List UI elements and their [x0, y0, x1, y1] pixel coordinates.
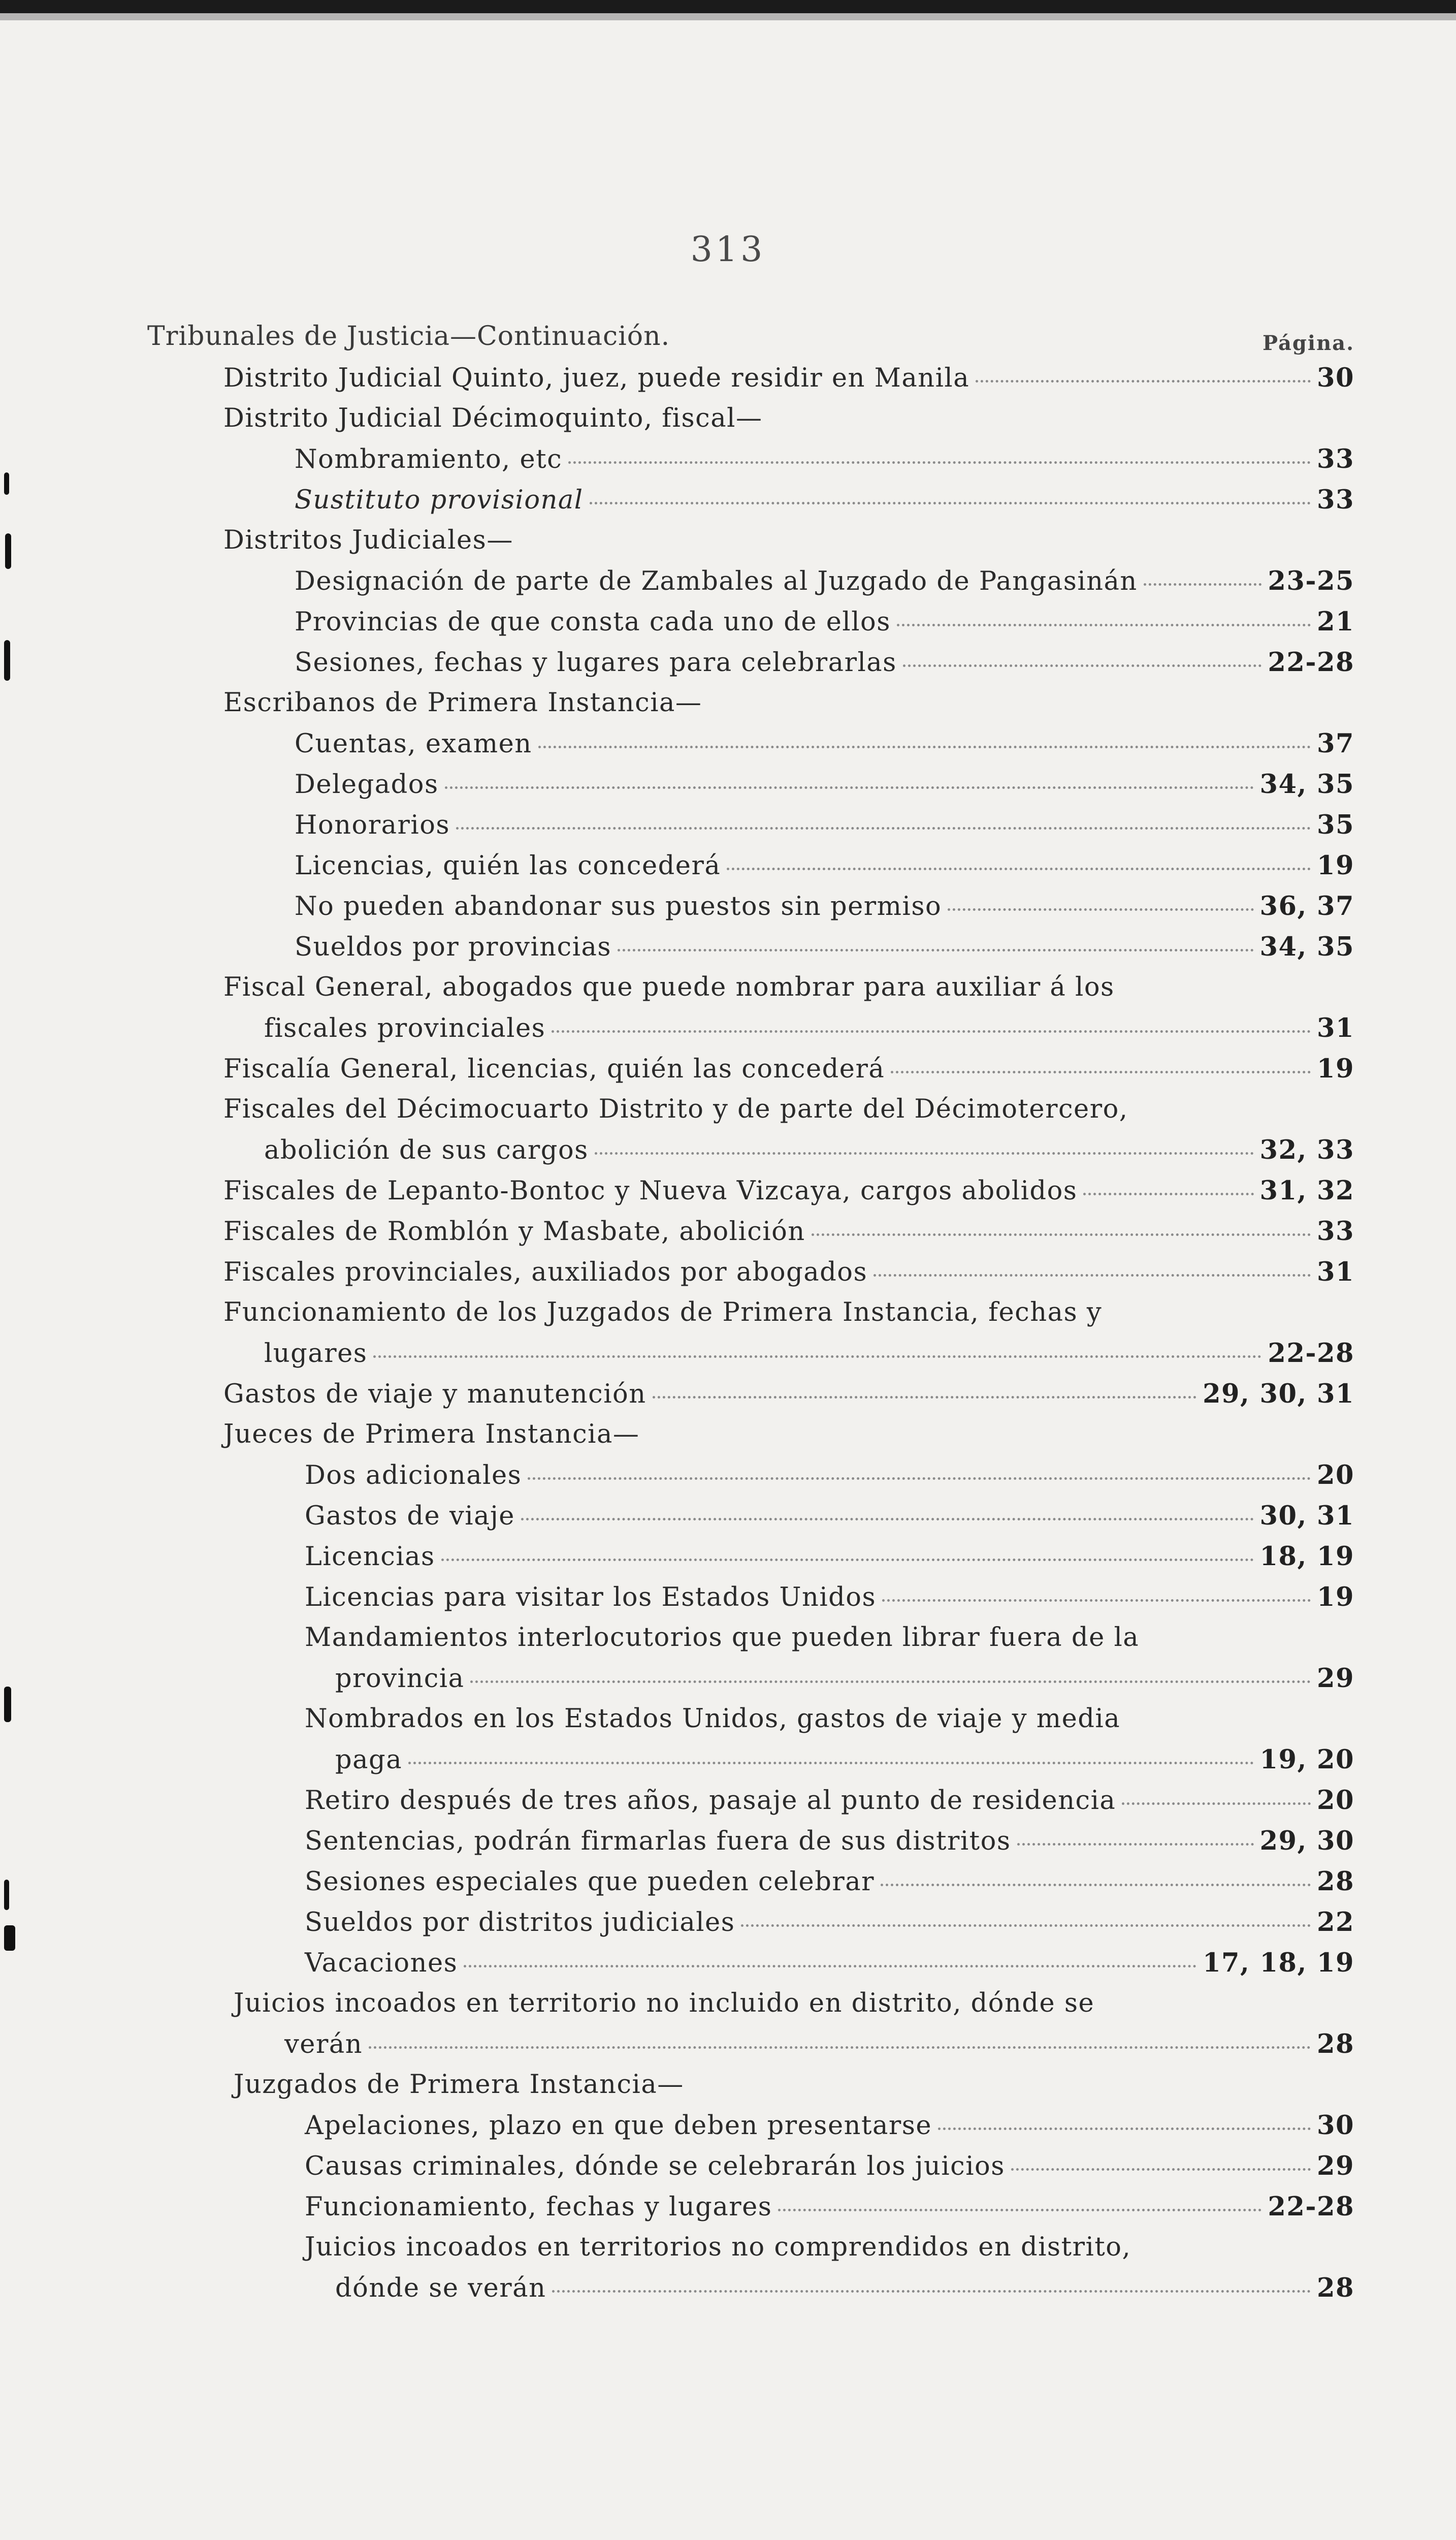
scan-mark — [4, 1925, 15, 1951]
entry-text: Provincias de que consta cada uno de ellos — [295, 607, 891, 637]
entry-page: 17, 18, 19 — [1203, 1948, 1354, 1978]
entry-page: 23-25 — [1268, 566, 1354, 596]
index-entry — [305, 1943, 1354, 1983]
dot-leader — [938, 2128, 1311, 2130]
entry-page: 33 — [1317, 1216, 1354, 1247]
entry-text: Jueces de Primera Instancia— — [223, 1419, 640, 1449]
scan-mark — [5, 533, 11, 569]
dot-leader — [882, 1599, 1311, 1602]
index-entry — [264, 1008, 1354, 1049]
dot-leader — [521, 1518, 1254, 1520]
index-entry — [223, 1414, 1354, 1455]
index-entry — [223, 1374, 1354, 1414]
entry-page: 19, 20 — [1259, 1744, 1354, 1775]
entry-page: 28 — [1317, 2273, 1354, 2303]
entry-text: verán — [284, 2029, 363, 2059]
dot-leader — [445, 786, 1254, 789]
index-entry — [223, 1252, 1354, 1292]
entry-text: Escribanos de Primera Instancia— — [223, 688, 702, 718]
dot-leader — [778, 2209, 1261, 2211]
index-entry — [335, 1658, 1354, 1699]
entry-page: 34, 35 — [1259, 932, 1354, 962]
index-entry — [223, 1211, 1354, 1252]
index-entry — [305, 2146, 1354, 2186]
entry-text: Distritos Judiciales— — [223, 525, 513, 555]
scan-top-shadow — [0, 13, 1456, 20]
entry-text: Apelaciones, plazo en que deben presentarse — [305, 2111, 932, 2141]
index-entry — [284, 2024, 1354, 2065]
entry-text: fiscales provinciales — [264, 1013, 546, 1043]
index-entry — [335, 1739, 1354, 1780]
index-entry — [264, 1130, 1354, 1170]
entry-text: Distrito Judicial Décimoquinto, fiscal— — [223, 403, 763, 433]
entry-page: 19 — [1317, 1582, 1354, 1612]
entry-text: Licencias, quién las concederá — [295, 851, 721, 881]
entry-text: Funcionamiento de los Juzgados de Primera Instancia, fechas y — [223, 1297, 1103, 1327]
entry-page: 37 — [1317, 728, 1354, 759]
index-entry — [295, 642, 1354, 683]
entry-text: Gastos de viaje y manutención — [223, 1379, 646, 1409]
index-entry — [223, 1049, 1354, 1089]
index-entry — [305, 1577, 1354, 1617]
dot-leader — [727, 868, 1311, 870]
index-entry — [305, 1455, 1354, 1496]
entry-page: 21 — [1317, 607, 1354, 637]
scan-top-border — [0, 0, 1456, 13]
index-entry — [223, 520, 1354, 561]
entry-text: Fiscalía General, licencias, quién las concederá — [223, 1054, 885, 1084]
dot-leader — [373, 1355, 1261, 1358]
index-entry — [223, 1292, 1354, 1333]
entry-text: Dos adicionales — [305, 1460, 522, 1490]
entry-page: 35 — [1317, 810, 1354, 840]
index-entry — [305, 1496, 1354, 1536]
entry-page: 31 — [1317, 1257, 1354, 1287]
index-entry — [305, 1821, 1354, 1861]
entry-page: 28 — [1317, 1866, 1354, 1897]
index-entry — [223, 1170, 1354, 1211]
entry-text: Juicios incoados en territorio no incluido en distrito, dónde se — [234, 1988, 1095, 2018]
dot-leader — [552, 2290, 1311, 2293]
index-entry — [295, 845, 1354, 886]
dot-leader — [408, 1762, 1253, 1764]
index-entry — [223, 1089, 1354, 1130]
dot-leader — [948, 908, 1253, 911]
dot-leader — [741, 1924, 1311, 1927]
entry-text: Mandamientos interlocutorios que pueden librar fuera de la — [305, 1623, 1140, 1653]
dot-leader — [812, 1233, 1311, 1236]
entry-text: Fiscales del Décimocuarto Distrito y de parte del Décimotercero, — [223, 1094, 1128, 1124]
entry-text: Fiscales provinciales, auxiliados por abogados — [223, 1257, 868, 1287]
entry-text: Sueldos por provincias — [295, 932, 612, 962]
entry-page: 32, 33 — [1259, 1135, 1354, 1165]
entry-page: 22 — [1317, 1907, 1354, 1938]
dot-leader — [464, 1965, 1196, 1967]
index-entry — [295, 886, 1354, 927]
index-entry — [223, 683, 1354, 723]
entry-page: 29 — [1317, 2151, 1354, 2181]
dot-leader — [1017, 1843, 1254, 1846]
entry-text: Honorarios — [295, 810, 450, 840]
dot-leader — [590, 502, 1311, 504]
scan-mark — [4, 640, 10, 681]
entry-text: Sentencias, podrán firmarlas fuera de sus distritos — [305, 1826, 1011, 1856]
pagina-label: Página. — [1262, 331, 1354, 355]
scan-mark — [4, 472, 9, 495]
entry-text: Designación de parte de Zambales al Juzgado de Pangasinán — [295, 566, 1138, 596]
index-entry — [295, 561, 1354, 601]
index-entry — [305, 2227, 1354, 2268]
dot-leader — [873, 1274, 1311, 1277]
entry-text: Cuentas, examen — [295, 729, 532, 759]
entry-text: Fiscal General, abogados que puede nombrar para auxiliar á los — [223, 972, 1115, 1002]
index-entry — [335, 2268, 1354, 2308]
index-entry — [305, 1780, 1354, 1821]
entry-page: 20 — [1317, 1785, 1354, 1816]
dot-leader — [1011, 2168, 1311, 2171]
entry-text: Licencias para visitar los Estados Unidos — [305, 1582, 877, 1612]
index-entry — [295, 601, 1354, 642]
entry-page: 19 — [1317, 850, 1354, 881]
entry-text: Sustituto provisional — [295, 485, 584, 515]
dot-leader — [1083, 1193, 1253, 1195]
index-entry — [305, 1699, 1354, 1739]
index-entry — [305, 2105, 1354, 2146]
dot-leader — [369, 2046, 1311, 2049]
dot-leader — [470, 1680, 1311, 1683]
index-entry — [305, 2186, 1354, 2227]
entry-text: No pueden abandonar sus puestos sin permiso — [295, 892, 942, 922]
scan-mark — [4, 1687, 11, 1722]
entry-page: 29, 30, 31 — [1203, 1379, 1354, 1409]
entry-page: 18, 19 — [1259, 1541, 1354, 1572]
entry-text: Vacaciones — [305, 1948, 458, 1978]
dot-leader — [653, 1396, 1196, 1399]
entry-text: Juzgados de Primera Instancia— — [234, 2070, 684, 2100]
dot-leader — [1122, 1802, 1311, 1805]
index-entry — [305, 1861, 1354, 1902]
entry-page: 30 — [1317, 363, 1354, 393]
entry-text: Juicios incoados en territorios no comprendidos en distrito, — [305, 2232, 1131, 2262]
index-entry — [295, 805, 1354, 845]
entry-text: Sesiones especiales que pueden celebrar — [305, 1867, 875, 1897]
entry-text: Licencias — [305, 1542, 435, 1572]
index-entry — [305, 1617, 1354, 1658]
entry-text: Fiscales de Lepanto-Bontoc y Nueva Vizcaya, cargos abolidos — [223, 1176, 1078, 1206]
index-entry — [223, 358, 1354, 398]
dot-leader — [538, 746, 1311, 748]
index-entry — [223, 967, 1354, 1008]
entry-text: Gastos de viaje — [305, 1501, 515, 1531]
entry-text: Nombrados en los Estados Unidos, gastos de viaje y media — [305, 1704, 1121, 1734]
index-entry — [264, 1333, 1354, 1374]
entry-page: 36, 37 — [1259, 891, 1354, 922]
dot-leader — [528, 1477, 1311, 1480]
dot-leader — [897, 624, 1311, 626]
dot-leader — [881, 1884, 1311, 1886]
entry-text: dónde se verán — [335, 2273, 546, 2303]
entry-text: paga — [335, 1745, 403, 1775]
entry-page: 22-28 — [1268, 1338, 1354, 1369]
entry-page: 19 — [1317, 1054, 1354, 1084]
dot-leader — [456, 827, 1311, 830]
entry-text: Delegados — [295, 770, 439, 800]
entry-text: lugares — [264, 1339, 368, 1369]
dot-leader — [891, 1071, 1311, 1073]
dot-leader — [552, 1030, 1311, 1033]
entry-page: 28 — [1317, 2029, 1354, 2059]
entry-page: 33 — [1317, 444, 1354, 474]
dot-leader — [618, 949, 1253, 951]
index-entry — [234, 2065, 1354, 2105]
index-entry — [305, 1536, 1354, 1577]
dot-leader — [903, 664, 1262, 667]
entry-page: 31, 32 — [1259, 1176, 1354, 1206]
index-entry — [295, 723, 1354, 764]
index-entry — [295, 480, 1354, 520]
entry-text: Retiro después de tres años, pasaje al punto de residencia — [305, 1786, 1116, 1816]
entry-page: 30, 31 — [1259, 1501, 1354, 1531]
index-entry — [295, 764, 1354, 805]
index-entry — [234, 1983, 1354, 2024]
entry-text: Distrito Judicial Quinto, juez, puede residir en Manila — [223, 363, 970, 393]
index-entry — [223, 398, 1354, 439]
entry-page: 29, 30 — [1259, 1826, 1354, 1856]
entry-page: 30 — [1317, 2110, 1354, 2141]
index-entry — [305, 1902, 1354, 1943]
entry-page: 22-28 — [1268, 647, 1354, 678]
scan-mark — [4, 1880, 9, 1910]
entry-page: 31 — [1317, 1013, 1354, 1043]
entry-text: Sesiones, fechas y lugares para celebrarlas — [295, 648, 897, 678]
entry-text: Funcionamiento, fechas y lugares — [305, 2192, 772, 2222]
entry-page: 29 — [1317, 1663, 1354, 1694]
entry-text: Causas criminales, dónde se celebrarán los juicios — [305, 2151, 1005, 2181]
section-header: Tribunales de Justicia—Continuación. — [147, 321, 670, 352]
dot-leader — [976, 380, 1311, 383]
entry-text: provincia — [335, 1664, 465, 1694]
index-entry — [295, 927, 1354, 967]
dot-leader — [568, 461, 1311, 464]
entry-text: Sueldos por distritos judiciales — [305, 1908, 735, 1938]
entry-page: 34, 35 — [1259, 769, 1354, 800]
dot-leader — [595, 1152, 1254, 1155]
entry-page: 33 — [1317, 485, 1354, 515]
dot-leader — [441, 1559, 1254, 1561]
entry-text: abolición de sus cargos — [264, 1135, 589, 1165]
index-entry — [295, 439, 1354, 480]
entry-page: 20 — [1317, 1460, 1354, 1490]
page-number: 313 — [690, 230, 766, 270]
dot-leader — [1144, 583, 1262, 586]
entry-text: Nombramiento, etc — [295, 444, 563, 474]
entry-page: 22-28 — [1268, 2192, 1354, 2222]
entry-text: Fiscales de Romblón y Masbate, abolición — [223, 1217, 805, 1247]
